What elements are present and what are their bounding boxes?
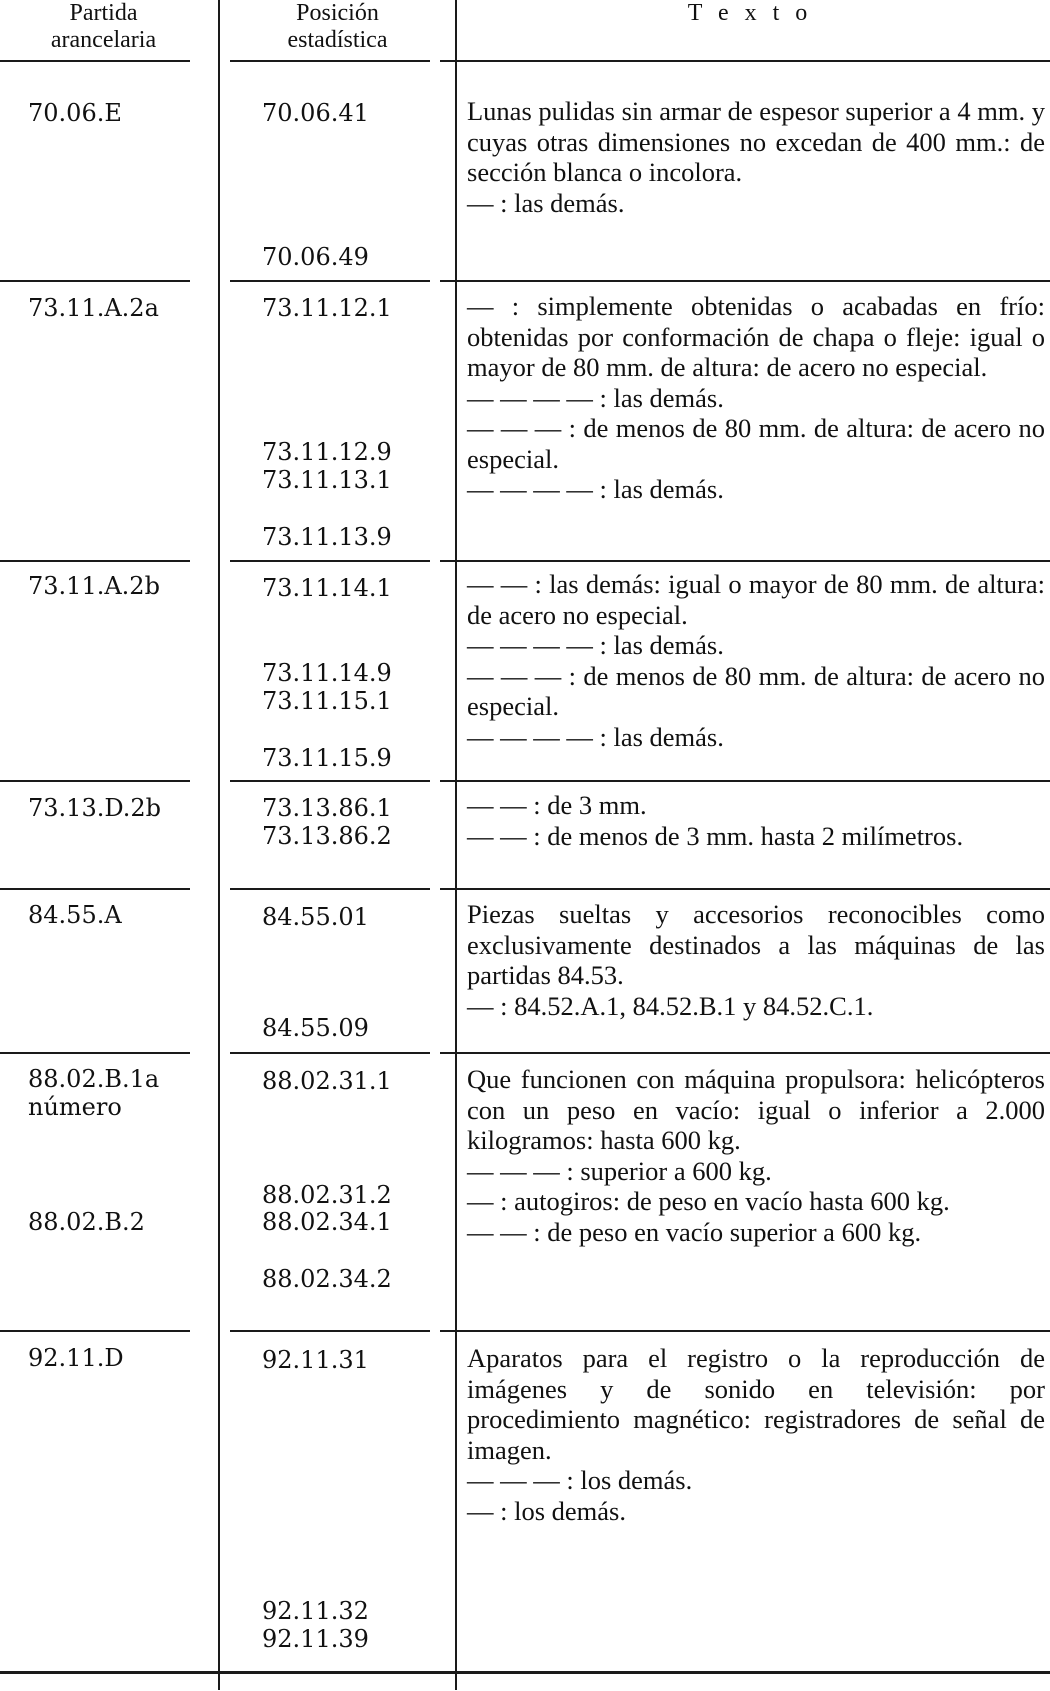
row-divider xyxy=(0,560,190,562)
partida-cell: 92.11.D xyxy=(28,1344,124,1372)
partida-cell: 73.13.D.2b xyxy=(28,794,161,822)
texto-line: — — — — : las demás. xyxy=(467,474,724,504)
texto-line: — — — — : las demás. xyxy=(467,382,724,413)
partida-cell: número xyxy=(28,1093,122,1121)
texto-line: — : simplemente obtenidas o acabadas en frío: obtenidas por conformación de chapa o fleje: igual o mayor de 80 mm. de altura: de acero no especial. xyxy=(467,291,1045,382)
row-divider xyxy=(0,280,190,282)
row-divider xyxy=(230,888,430,890)
posicion-cell: 73.11.15.1 xyxy=(262,687,392,715)
posicion-cell: 73.11.15.9 xyxy=(262,744,392,772)
posicion-cell: 73.11.12.1 xyxy=(262,294,392,322)
row-divider xyxy=(0,888,190,890)
texto-line: — : autogiros: de peso en vacío hasta 600 kg. xyxy=(467,1186,950,1216)
posicion-cell: 73.11.14.1 xyxy=(262,574,392,602)
row-divider xyxy=(440,1052,1050,1054)
posicion-cell: 73.11.14.9 xyxy=(262,659,392,687)
texto-line: — — — : los demás. xyxy=(467,1465,693,1495)
texto-line: — — : de menos de 3 mm. hasta 2 milímetros. xyxy=(467,820,964,851)
texto-line: — — — : superior a 600 kg. xyxy=(467,1155,772,1186)
texto-line: — — — : de menos de 80 mm. de altura: de acero no especial. xyxy=(467,660,1045,721)
partida-cell: 73.11.A.2a xyxy=(28,294,159,322)
header-texto-label: T e x t o xyxy=(687,0,813,26)
row-divider xyxy=(0,1052,190,1054)
partida-cell: 88.02.B.2 xyxy=(28,1208,145,1236)
texto-cell xyxy=(467,899,1045,1021)
texto-line: Lunas pulidas sin armar de espesor superior a 4 mm. y cuyas otras dimensiones no excedan de 400 mm.: de sección blanca o incolora. xyxy=(467,96,1045,187)
texto-line: — — — — : las demás. xyxy=(467,721,724,752)
row-divider xyxy=(440,60,1050,62)
texto-cell xyxy=(467,1064,1045,1247)
texto-cell xyxy=(467,291,1045,505)
posicion-cell: 70.06.49 xyxy=(262,243,369,271)
posicion-cell: 84.55.09 xyxy=(262,1014,369,1042)
posicion-cell: 73.13.86.1 xyxy=(262,794,392,822)
header-texto xyxy=(455,0,1045,27)
texto-cell xyxy=(467,790,1045,851)
posicion-cell: 88.02.31.1 xyxy=(262,1067,392,1095)
texto-cell xyxy=(467,96,1045,218)
texto-line: — — : de 3 mm. xyxy=(467,790,647,820)
texto-line: Piezas sueltas y accesorios reconocibles como exclusivamente destinados a las máquinas de las partidas 84.53. xyxy=(467,899,1045,990)
row-divider xyxy=(440,888,1050,890)
posicion-cell: 73.11.13.9 xyxy=(262,523,392,551)
row-divider xyxy=(440,560,1050,562)
texto-line: — — : las demás: igual o mayor de 80 mm. de altura: de acero no especial. xyxy=(467,569,1045,630)
header-partida xyxy=(0,0,207,54)
row-divider xyxy=(440,780,1050,782)
row-divider xyxy=(440,1330,1050,1332)
posicion-cell: 92.11.39 xyxy=(262,1625,369,1653)
texto-line: Aparatos para el registro o la reproducción de imágenes y de sonido en televisión: por procedimiento magnético: registradores de señal de imagen. xyxy=(467,1343,1045,1465)
row-divider xyxy=(0,780,190,782)
partida-cell: 73.11.A.2b xyxy=(28,572,160,600)
texto-line: — — — : de menos de 80 mm. de altura: de acero no especial. xyxy=(467,413,1045,474)
row-divider xyxy=(440,280,1050,282)
texto-line: — — : de peso en vacío superior a 600 kg. xyxy=(467,1216,922,1247)
header-posicion-line1: Posición xyxy=(296,0,379,26)
posicion-cell: 73.11.12.9 xyxy=(262,438,392,466)
posicion-cell: 88.02.34.2 xyxy=(262,1265,392,1293)
row-divider xyxy=(230,1052,430,1054)
row-divider xyxy=(230,560,430,562)
posicion-cell: 92.11.31 xyxy=(262,1346,369,1374)
partida-cell: 88.02.B.1a xyxy=(28,1065,160,1093)
posicion-cell: 70.06.41 xyxy=(262,99,369,127)
row-divider xyxy=(230,780,430,782)
posicion-cell: 84.55.01 xyxy=(262,903,369,931)
row-divider xyxy=(0,60,190,62)
posicion-cell: 73.13.86.2 xyxy=(262,822,392,850)
row-divider xyxy=(230,60,430,62)
texto-cell xyxy=(467,569,1045,752)
partida-cell: 70.06.E xyxy=(28,99,122,127)
row-divider xyxy=(0,1330,190,1332)
texto-line: Que funcionen con máquina propulsora: helicópteros con un peso en vacío: igual o inferior a 2.000 kilogramos: hasta 600 kg. xyxy=(467,1064,1045,1155)
header-posicion xyxy=(230,0,445,54)
header-posicion-line2: estadística xyxy=(287,27,388,53)
partida-cell: 84.55.A xyxy=(28,901,122,929)
header-partida-line2: arancelaria xyxy=(50,27,157,53)
posicion-cell: 92.11.32 xyxy=(262,1597,369,1625)
header-partida-line1: Partida xyxy=(69,0,138,26)
row-divider xyxy=(230,1330,430,1332)
texto-line: — : 84.52.A.1, 84.52.B.1 y 84.52.C.1. xyxy=(467,990,874,1021)
posicion-cell: 88.02.31.2 xyxy=(262,1181,392,1209)
posicion-cell: 73.11.13.1 xyxy=(262,466,392,494)
posicion-cell: 88.02.34.1 xyxy=(262,1208,392,1236)
texto-line: — : las demás. xyxy=(467,187,625,218)
row-divider xyxy=(230,280,430,282)
column-divider-2 xyxy=(455,0,457,1690)
texto-line: — : los demás. xyxy=(467,1495,626,1526)
texto-line: — — — — : las demás. xyxy=(467,630,724,660)
column-divider-1 xyxy=(218,0,220,1690)
texto-cell xyxy=(467,1343,1045,1526)
table-bottom-rule xyxy=(0,1671,1050,1674)
